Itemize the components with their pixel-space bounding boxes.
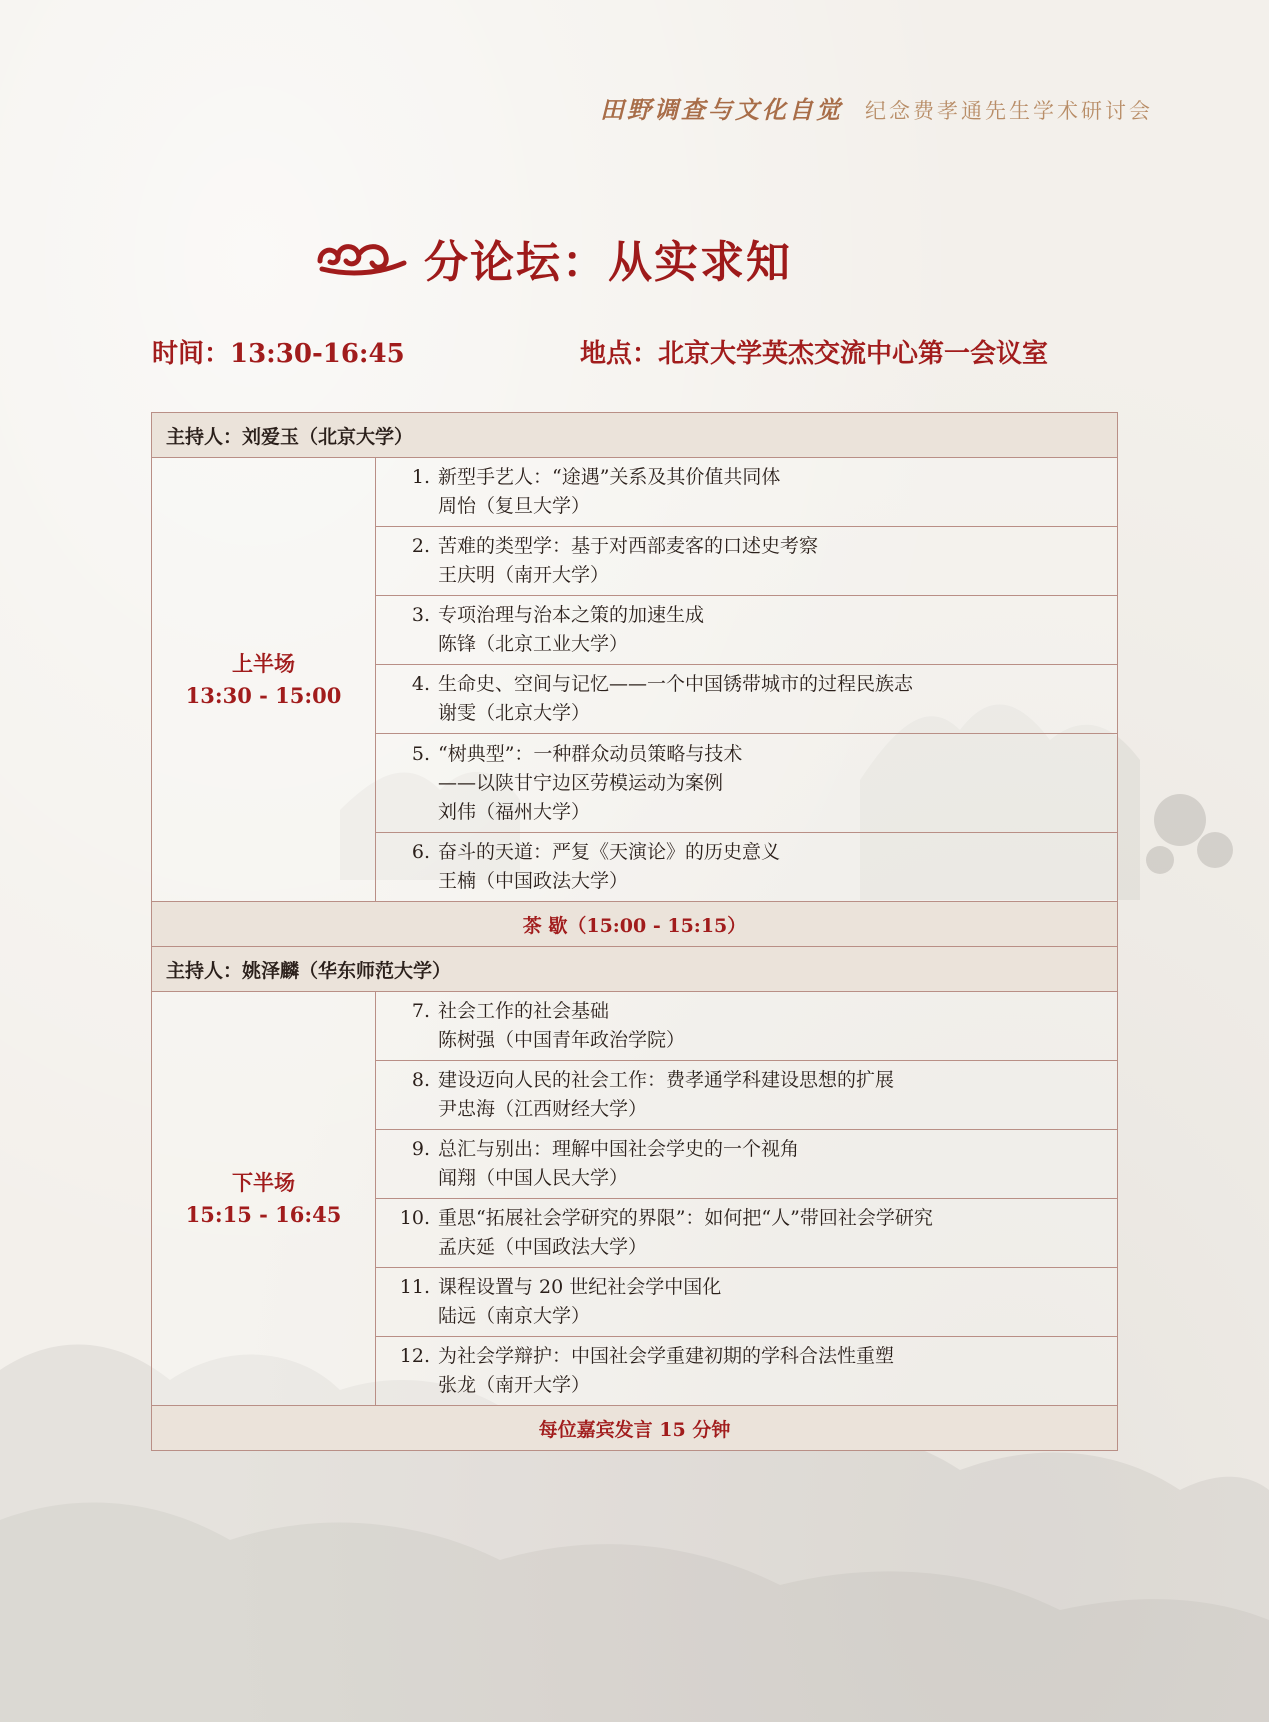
talk-cell: [376, 458, 1118, 527]
tea-break: 茶 歇（15:00 - 15:15）: [152, 902, 1118, 947]
talk-number: 1.: [411, 466, 430, 488]
talk-speaker: 尹忠海（江西财经大学）: [438, 1098, 648, 1120]
talk-cell: [376, 992, 1118, 1061]
talk-number: 12.: [399, 1345, 430, 1367]
talk-speaker: 周怡（复旦大学）: [438, 495, 591, 517]
host-row-first-half: [152, 413, 1118, 458]
talk-title: 苦难的类型学：基于对西部麦客的口述史考察: [438, 535, 819, 557]
talk-title: 重思“拓展社会学研究的界限”：如何把“人”带回社会学研究: [438, 1207, 933, 1229]
session-name: 下半场: [232, 1169, 295, 1195]
schedule-table: [151, 412, 1118, 1451]
talk-cell: [376, 665, 1118, 734]
talk-title: 总汇与别出：理解中国社会学史的一个视角: [438, 1138, 800, 1160]
host-first-half: 主持人：刘爱玉（北京大学）: [152, 413, 1118, 458]
talk-number: 11.: [399, 1276, 430, 1298]
talk-cell: [376, 1199, 1118, 1268]
talk-number: 4.: [411, 673, 430, 695]
talk-number: 6.: [411, 841, 430, 863]
talk-speaker: 陆远（南京大学）: [438, 1305, 591, 1327]
session-name: 上半场: [232, 650, 295, 676]
talk-title: 建设迈向人民的社会工作：费孝通学科建设思想的扩展: [438, 1069, 895, 1091]
talk-number: 3.: [411, 604, 430, 626]
event-subtitle: 纪念费孝通先生学术研讨会: [865, 99, 1153, 123]
calligraphy-title: 田野调查与文化自觉: [600, 95, 843, 124]
talk-title: 为社会学辩护：中国社会学重建初期的学科合法性重塑: [438, 1345, 895, 1367]
talk-title: 专项治理与治本之策的加速生成: [438, 604, 705, 626]
event-time: 时间：13:30-16:45: [152, 339, 405, 369]
talk-cell: [376, 1130, 1118, 1199]
talk-number: 5.: [411, 742, 430, 765]
session-time: 15:15 - 16:45: [185, 1201, 342, 1227]
talk-speaker: 王庆明（南开大学）: [438, 564, 610, 586]
session-time: 13:30 - 15:00: [185, 682, 342, 708]
talk-number: 2.: [411, 535, 430, 557]
host-row-second-half: [152, 947, 1118, 992]
talk-cell: [376, 596, 1118, 665]
talk-number: 8.: [411, 1069, 430, 1091]
footer-note-row: [152, 1406, 1118, 1451]
event-header: [600, 90, 1153, 125]
talk-title: 课程设置与 20 世纪社会学中国化: [438, 1276, 722, 1298]
talk-row: [152, 458, 1118, 527]
talk-row: [152, 992, 1118, 1061]
event-location: 地点：北京大学英杰交流中心第一会议室: [580, 339, 1049, 369]
talk-number: 9.: [411, 1138, 430, 1160]
talk-speaker: 陈树强（中国青年政治学院）: [438, 1029, 686, 1051]
auspicious-cloud-icon: [316, 235, 408, 281]
talk-speaker: 王楠（中国政法大学）: [438, 870, 629, 892]
talk-title: 生命史、空间与记忆——一个中国锈带城市的过程民族志: [438, 673, 914, 695]
talk-cell: [376, 734, 1118, 833]
talk-title: 奋斗的天道：严复《天演论》的历史意义: [438, 841, 781, 863]
talk-cell: [376, 527, 1118, 596]
talk-speaker: 谢雯（北京大学）: [438, 702, 591, 724]
talk-title: “树典型”：一种群众动员策略与技术: [438, 742, 743, 765]
footer-note: 每位嘉宾发言 15 分钟: [152, 1406, 1118, 1451]
talk-cell: [376, 1337, 1118, 1406]
page-title: 分论坛：从实求知: [424, 237, 792, 288]
talk-speaker: 张龙（南开大学）: [438, 1374, 591, 1396]
talk-cell: [376, 1268, 1118, 1337]
talk-speaker: 刘伟（福州大学）: [438, 800, 591, 823]
talk-speaker: 陈锋（北京工业大学）: [438, 633, 629, 655]
title-block: [316, 226, 792, 290]
session-first-half: [152, 458, 376, 902]
talk-speaker: 孟庆延（中国政法大学）: [438, 1236, 648, 1258]
host-second-half: 主持人：姚泽麟（华东师范大学）: [152, 947, 1118, 992]
talk-cell: [376, 833, 1118, 902]
tea-break-row: [152, 902, 1118, 947]
talk-subtitle: ——以陕甘宁边区劳模运动为案例: [438, 771, 724, 794]
talk-number: 7.: [411, 1000, 430, 1022]
talk-title: 社会工作的社会基础: [438, 1000, 610, 1022]
talk-title: 新型手艺人：“途遇”关系及其价值共同体: [438, 466, 781, 488]
session-second-half: [152, 992, 376, 1406]
talk-cell: [376, 1061, 1118, 1130]
talk-speaker: 闻翔（中国人民大学）: [438, 1167, 629, 1189]
talk-number: 10.: [399, 1207, 430, 1229]
